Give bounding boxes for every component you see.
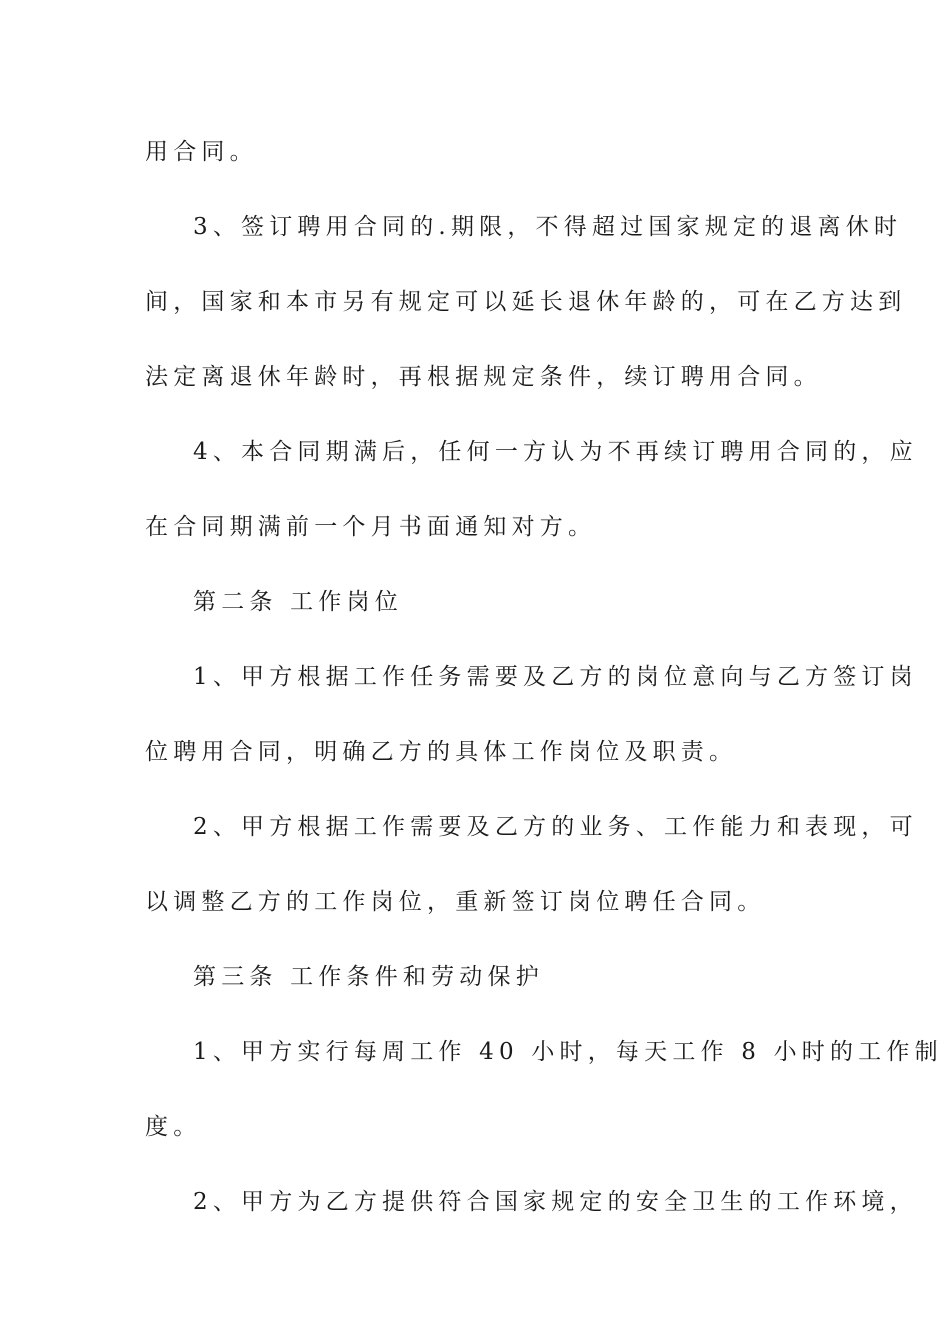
text-line: 间，国家和本市另有规定可以延长退休年龄的，可在乙方达到 xyxy=(145,289,907,315)
clause-item: 1、甲方根据工作任务需要及乙方的岗位意向与乙方签订岗 xyxy=(193,664,918,690)
clause-item: 2、甲方为乙方提供符合国家规定的安全卫生的工作环境， xyxy=(193,1189,918,1215)
text-line: 在合同期满前一个月书面通知对方。 xyxy=(145,514,597,540)
text-line: 位聘用合同，明确乙方的具体工作岗位及职责。 xyxy=(145,739,738,765)
text-line: 以调整乙方的工作岗位，重新签订岗位聘任合同。 xyxy=(145,889,766,915)
text-line: 度。 xyxy=(145,1114,202,1140)
clause-item: 3、签订聘用合同的.期限，不得超过国家规定的退离休时 xyxy=(193,214,903,240)
article-heading: 第三条 工作条件和劳动保护 xyxy=(193,964,544,990)
text-line: 用合同。 xyxy=(145,139,258,165)
clause-item: 2、甲方根据工作需要及乙方的业务、工作能力和表现，可 xyxy=(193,814,918,840)
article-heading: 第二条 工作岗位 xyxy=(193,589,403,615)
text-line: 法定离退休年龄时，再根据规定条件，续订聘用合同。 xyxy=(145,364,822,390)
clause-item: 4、本合同期满后，任何一方认为不再续订聘用合同的，应 xyxy=(193,439,918,465)
clause-item: 1、甲方实行每周工作 40 小时，每天工作 8 小时的工作制 xyxy=(193,1039,943,1065)
